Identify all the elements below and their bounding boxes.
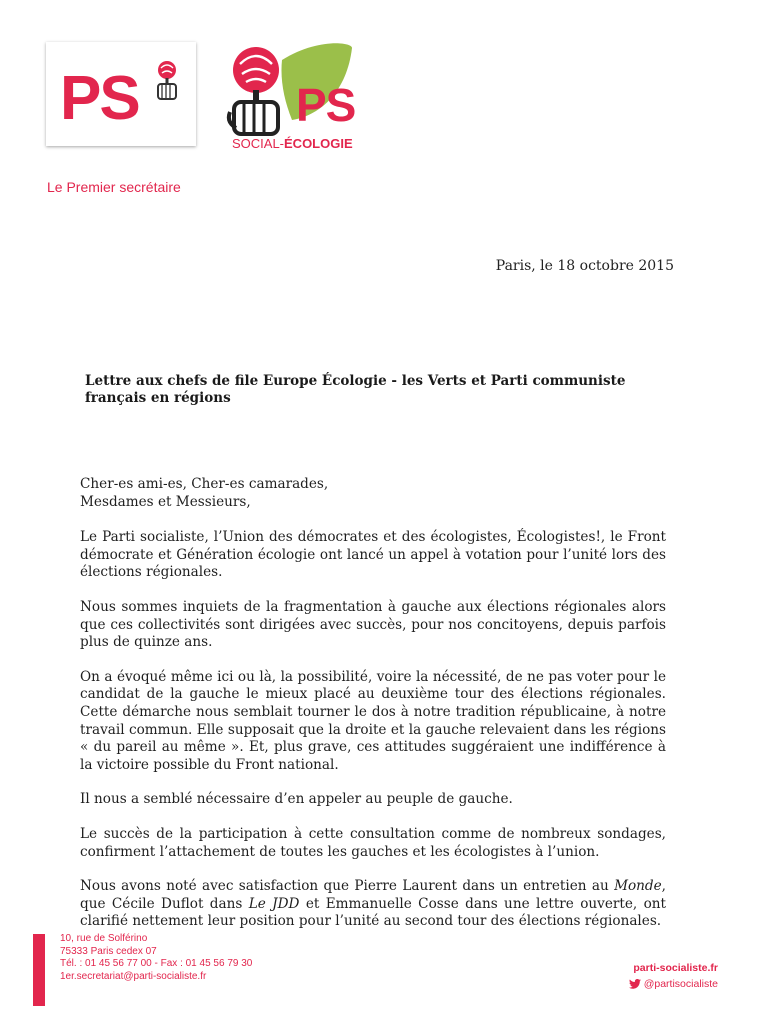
paragraph-6 <box>80 878 666 931</box>
rose-fist-icon <box>222 42 302 142</box>
address-line-1: 10, rue de Solférino <box>60 933 148 944</box>
twitter-handle[interactable] <box>629 976 718 992</box>
greeting-line-1: Cher-es ami-es, Cher-es camarades, <box>80 476 329 492</box>
letter-body <box>80 476 666 948</box>
email-address[interactable]: 1er.secretariat@parti-socialiste.fr <box>60 970 207 982</box>
twitter-label: @partisocialiste <box>643 978 718 990</box>
paragraph-4: Il nous a semblé nécessaire d’en appeler au peuple de gauche. <box>80 791 513 808</box>
footer-address <box>60 933 252 983</box>
social-ecologie-text <box>232 136 353 151</box>
sender-title: Le Premier secrétaire <box>47 179 181 195</box>
rose-fist-icon <box>150 60 184 104</box>
letter-subject: Lettre aux chefs de file Europe Écologie - les Verts et Parti communiste français en régions <box>85 373 626 406</box>
p6-part-b: , que Cécile Duflot dans <box>80 878 666 912</box>
ps-logo <box>46 42 196 146</box>
paragraph-1: Le Parti socialiste, l’Union des démocrates et des écologistes, Écologistes!, le Front démocrate et Génération écologie ont lancé un appel à votation pour l’unité lors des élections régionales. <box>80 529 666 581</box>
p6-part-c: et Emmanuelle Cosse dans une lettre ouverte, ont clarifié nettement leur position pour l’unité au second tour des élections régionales. <box>80 895 667 930</box>
p6-part-a: Nous avons noté avec satisfaction que Pierre Laurent dans un entretien au <box>80 878 615 895</box>
paragraph-5: Le succès de la participation à cette consultation comme de nombreux sondages, confirment l’attachement de toutes les gauches et les écologistes à l’union. <box>80 825 666 860</box>
p6-monde: Monde <box>614 878 662 895</box>
p6-jdd: Le JDD <box>248 895 300 912</box>
greeting <box>80 476 666 511</box>
twitter-icon <box>629 979 641 989</box>
phone-fax: Tél. : 01 45 56 77 00 - Fax : 01 45 56 79 30 <box>60 958 253 969</box>
ps-logo-text: PS <box>60 64 139 133</box>
ecologie-word: ÉCOLOGIE <box>284 136 353 151</box>
ps-social-ecologie-logo <box>222 40 382 160</box>
footer-accent-bar <box>33 934 45 1006</box>
ps-logo-text: PS <box>296 79 356 131</box>
paragraph-2: Nous sommes inquiets de la fragmentation à gauche aux élections régionales alors que ces collectivités sont dirigées avec succès, pour nos concitoyens, depuis parfois plus de quinze ans. <box>80 598 666 651</box>
paragraph-3: On a évoqué même ici ou là, la possibilité, voire la nécessité, de ne pas voter pour le candidat de la gauche le mieux placé au deuxième tour des élections régionales. Cette démarche nous semblait tourner le dos à notre tradition républicaine, à notre travail commun. Elle supposait que la droite et la gauche relevaient dans les régions « du pareil au même ». Et, plus grave, ces attitudes suggéraient une indifférence à la victoire possible du Front national. <box>80 668 666 773</box>
greeting-line-2: Mesdames et Messieurs, <box>80 493 251 510</box>
letter-date: Paris, le 18 octobre 2015 <box>495 258 674 274</box>
address-line-2: 75333 Paris cedex 07 <box>60 945 157 957</box>
social-word: SOCIAL- <box>232 136 285 151</box>
footer-links <box>629 960 718 994</box>
website-link[interactable]: parti-socialiste.fr <box>633 962 718 974</box>
